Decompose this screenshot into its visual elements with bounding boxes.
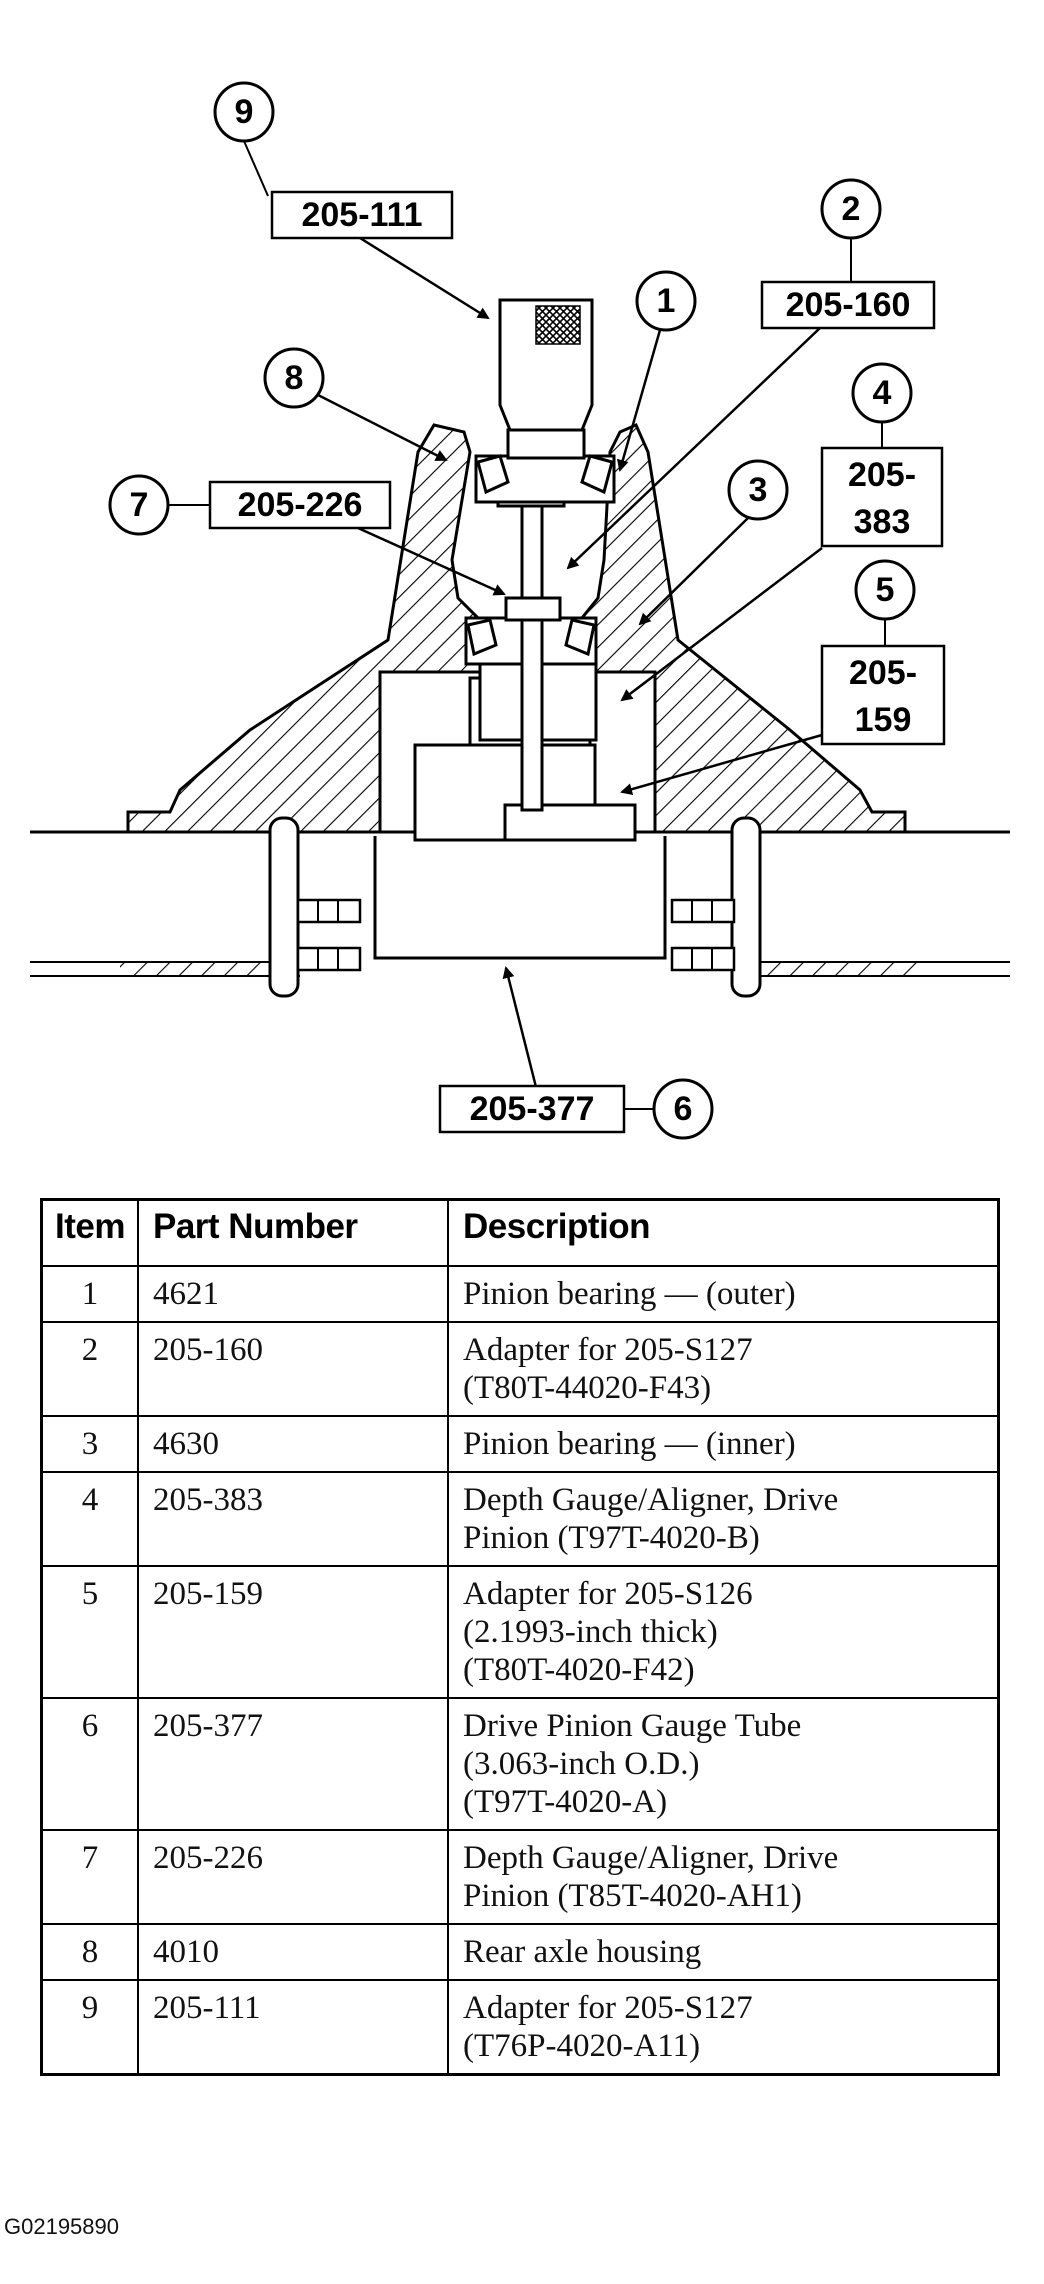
description-line: (3.063-inch O.D.) (463, 1746, 700, 1782)
description-line: Pinion (T85T-4020-AH1) (463, 1878, 802, 1914)
description-cell (448, 1322, 999, 1416)
part-number-cell: 4010 (138, 1924, 448, 1980)
part-number-cell: 205-160 (138, 1322, 448, 1416)
svg-text:383: 383 (853, 503, 911, 541)
svg-text:205-160: 205-160 (785, 286, 911, 324)
description-cell (448, 1698, 999, 1830)
description-cell (448, 1924, 999, 1980)
description-line: Pinion bearing — (outer) (463, 1276, 796, 1312)
description-cell (448, 1472, 999, 1566)
description-line: (2.1993-inch thick) (463, 1614, 718, 1650)
description-cell (448, 1416, 999, 1472)
description-cell (448, 1566, 999, 1698)
description-cell (448, 1980, 999, 2075)
svg-text:6: 6 (673, 1090, 693, 1128)
description-line: (T80T-44020-F43) (463, 1370, 712, 1406)
part-number-cell: 205-111 (138, 1980, 448, 2075)
description-line: Adapter for 205-S126 (463, 1576, 753, 1612)
description-line: Pinion (T97T-4020-B) (463, 1520, 760, 1556)
adapter-knob (500, 300, 592, 458)
parts-table (40, 1198, 1000, 2076)
table-row (42, 1416, 999, 1472)
callout-item-6 (440, 968, 712, 1138)
item-cell: 2 (42, 1322, 139, 1416)
svg-text:1: 1 (656, 282, 676, 320)
description-cell (448, 1830, 999, 1924)
svg-text:205-: 205- (848, 654, 918, 692)
table-row (42, 1266, 999, 1322)
table-row (42, 1322, 999, 1416)
column-header-item: Item (42, 1200, 139, 1267)
part-number-cell: 205-377 (138, 1698, 448, 1830)
svg-text:5: 5 (875, 571, 895, 609)
callout-item-9 (215, 83, 488, 318)
item-cell: 7 (42, 1830, 139, 1924)
item-cell: 3 (42, 1416, 139, 1472)
part-number-cell: 205-226 (138, 1830, 448, 1924)
item-cell: 9 (42, 1980, 139, 2075)
svg-text:3: 3 (748, 471, 768, 509)
table-row (42, 1566, 999, 1698)
part-number-cell: 205-383 (138, 1472, 448, 1566)
callout-item-8 (265, 349, 446, 460)
svg-text:205-: 205- (847, 456, 917, 494)
description-line: Depth Gauge/Aligner, Drive (463, 1840, 839, 1876)
column-header-description: Description (448, 1200, 999, 1267)
description-line: Adapter for 205-S127 (463, 1990, 753, 2026)
svg-text:7: 7 (129, 486, 149, 524)
item-cell: 5 (42, 1566, 139, 1698)
description-line: Adapter for 205-S127 (463, 1332, 753, 1368)
description-line: (T97T-4020-A) (463, 1784, 668, 1820)
svg-text:2: 2 (841, 190, 861, 228)
table-header-row (42, 1200, 999, 1267)
svg-text:205-111: 205-111 (301, 196, 423, 234)
part-number-cell: 4630 (138, 1416, 448, 1472)
item-cell: 1 (42, 1266, 139, 1322)
table-row (42, 1472, 999, 1566)
figure-id: G02195890 (4, 2214, 119, 2239)
gauge-tube (270, 818, 760, 996)
table-row (42, 1830, 999, 1924)
description-line: Depth Gauge/Aligner, Drive (463, 1482, 839, 1518)
part-number-cell: 205-159 (138, 1566, 448, 1698)
svg-text:205-377: 205-377 (469, 1090, 595, 1128)
table-row (42, 1698, 999, 1830)
description-cell (448, 1266, 999, 1322)
item-cell: 4 (42, 1472, 139, 1566)
description-line: (T76P-4020-A11) (463, 2028, 701, 2064)
svg-text:4: 4 (872, 374, 892, 412)
table-row (42, 1980, 999, 2075)
description-line: Drive Pinion Gauge Tube (463, 1708, 802, 1744)
description-line: Pinion bearing — (inner) (463, 1426, 796, 1462)
item-cell: 8 (42, 1924, 139, 1980)
item-cell: 6 (42, 1698, 139, 1830)
svg-text:205-226: 205-226 (237, 486, 363, 524)
svg-text:159: 159 (854, 701, 912, 739)
table-row (42, 1924, 999, 1980)
outer-pinion-bearing (476, 456, 614, 502)
description-line: (T80T-4020-F42) (463, 1652, 695, 1688)
column-header-part-number: Part Number (138, 1200, 448, 1267)
part-number-cell: 4621 (138, 1266, 448, 1322)
svg-text:8: 8 (284, 359, 304, 397)
svg-text:9: 9 (234, 93, 254, 131)
description-line: Rear axle housing (463, 1934, 702, 1970)
